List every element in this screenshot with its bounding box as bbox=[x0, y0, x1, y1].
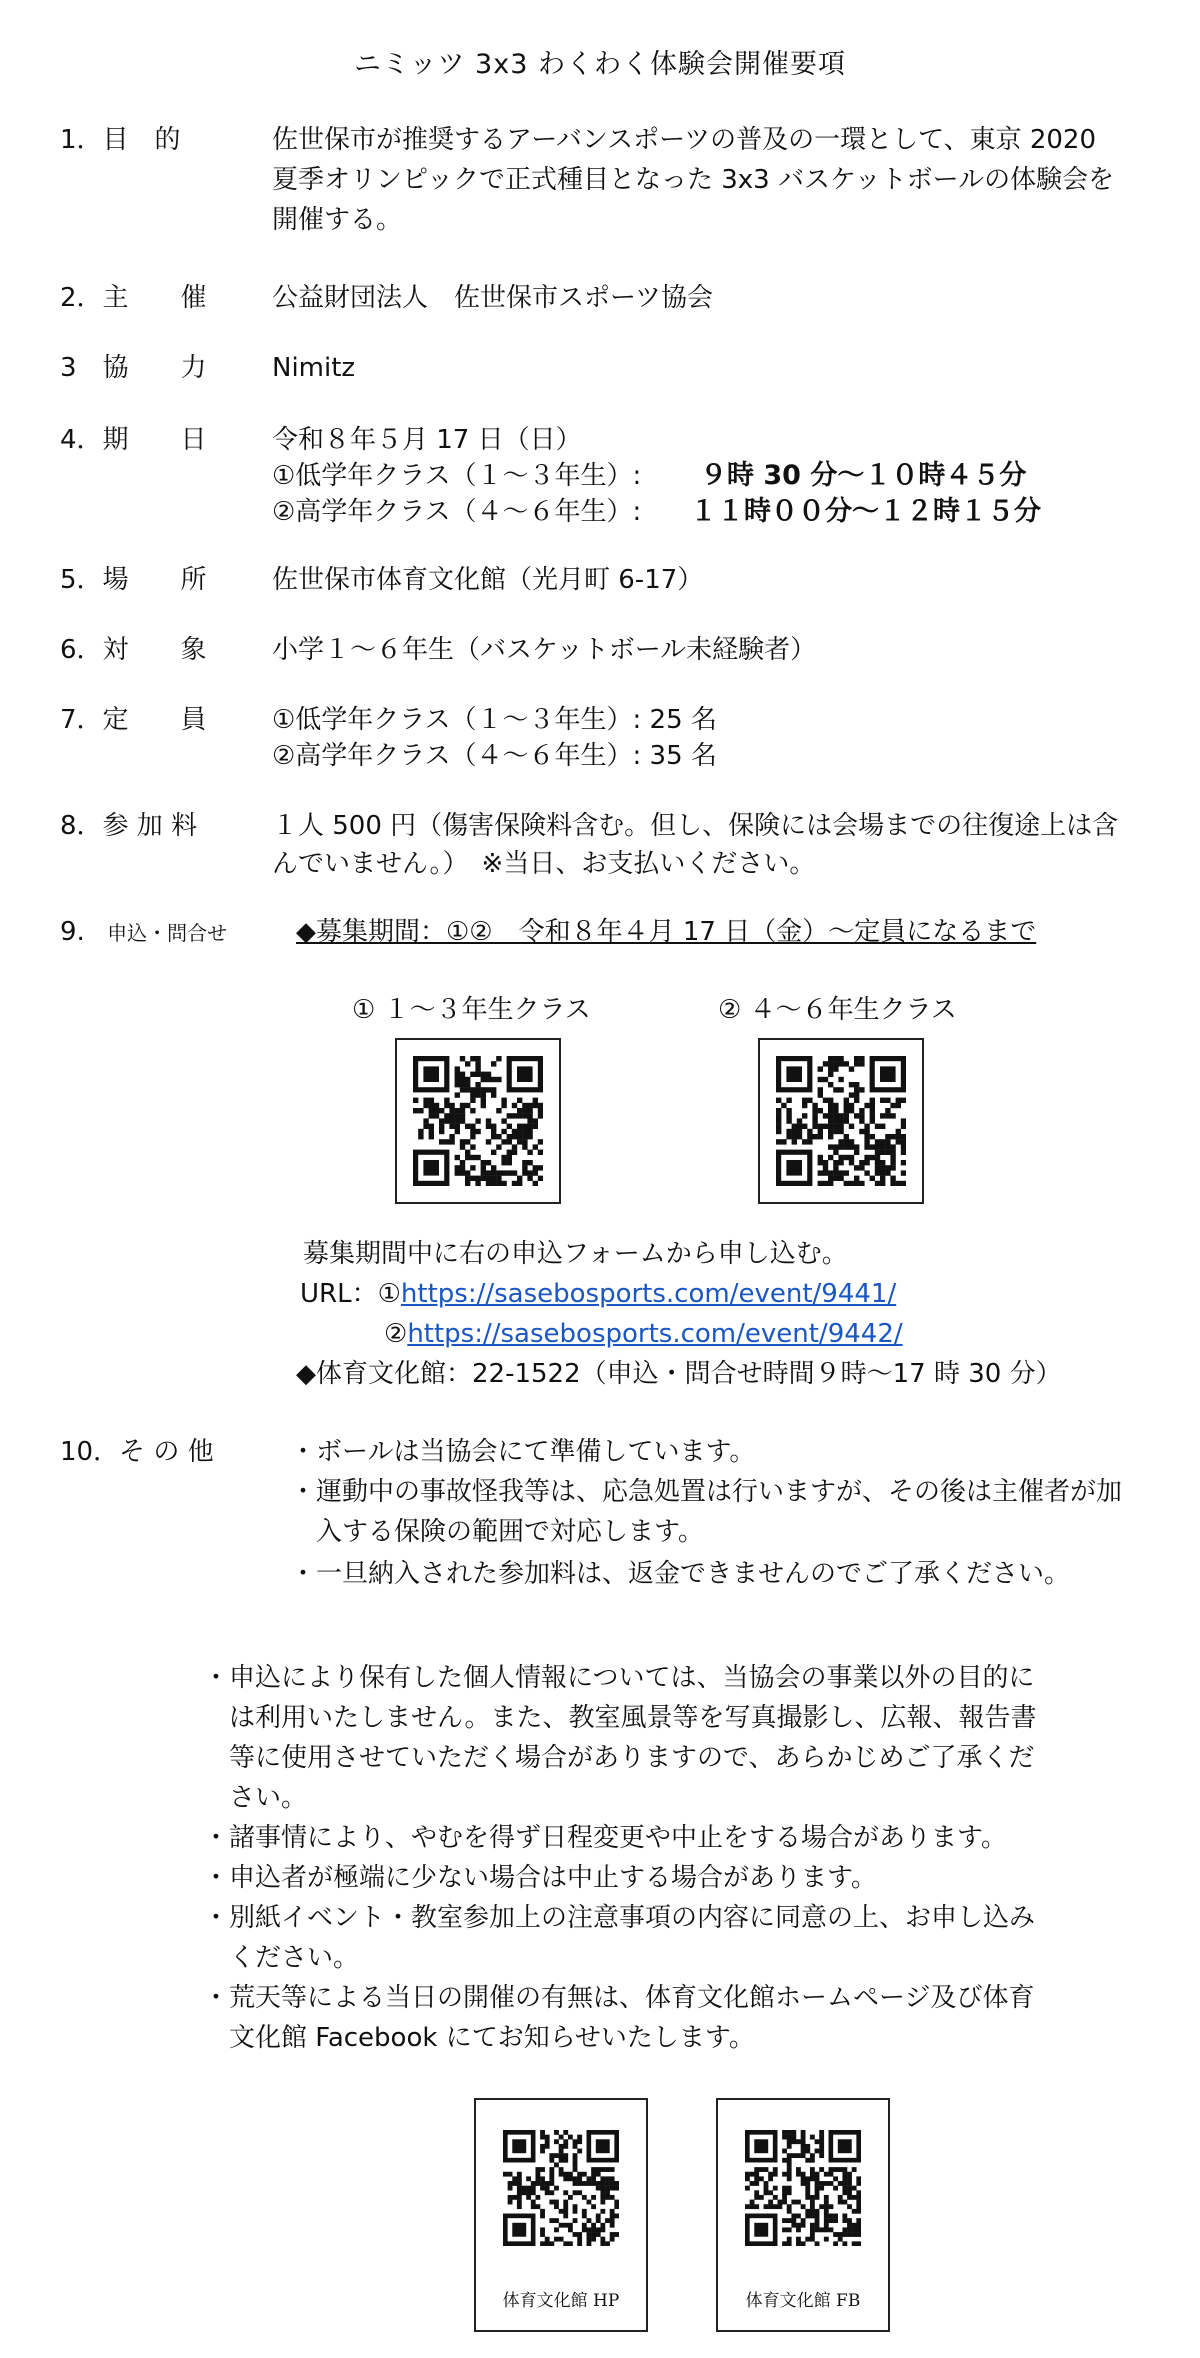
note-line-5: ・諸事情により、やむを得ず日程変更や中止をする場合があります。 bbox=[203, 1823, 1007, 1853]
apply-label bbox=[60, 912, 227, 953]
url-label: URL： bbox=[300, 1279, 378, 1309]
date-class1-label: ①低学年クラス（１～３年生）: bbox=[272, 461, 642, 491]
qr-code-class1[interactable] bbox=[395, 1038, 561, 1204]
qr-fb-caption: 体育文化館 FB bbox=[745, 2291, 861, 2311]
cooperation-label: 3 協 力 bbox=[60, 353, 207, 383]
url2-prefix: ② bbox=[384, 1319, 408, 1349]
note-line-10: 文化館 Facebook にてお知らせいたします。 bbox=[203, 2023, 755, 2053]
fee-line-1: １人 500 円（傷害保険料含む。但し、保険には会場までの往復途上は含 bbox=[272, 811, 1119, 841]
venue-label: 5．場 所 bbox=[60, 565, 207, 595]
note-line-8: ください。 bbox=[203, 1943, 360, 1973]
target-value: 小学１～６年生（バスケットボール未経験者） bbox=[272, 635, 817, 665]
url1-prefix: ① bbox=[377, 1279, 401, 1309]
note-line-2: は利用いたしません。また、教室風景等を写真撮影し、広報、報告書 bbox=[203, 1703, 1037, 1733]
qr1-caption: ① １～３年生クラス bbox=[352, 995, 591, 1025]
note-line-7: ・別紙イベント・教室参加上の注意事項の内容に同意の上、お申し込み bbox=[203, 1903, 1036, 1933]
note-line-1: ・申込により保有した個人情報については、当協会の事業以外の目的に bbox=[203, 1663, 1035, 1693]
organizer-value: 公益財団法人 佐世保市スポーツ協会 bbox=[272, 283, 713, 313]
date-value: 令和８年５月 17 日（日） bbox=[272, 425, 582, 455]
qr-code-fb-pattern bbox=[745, 2130, 861, 2246]
date-class2-time: １１時００分～１２時１５分 bbox=[690, 496, 1041, 527]
qr-code-hp-pattern bbox=[503, 2130, 619, 2246]
other-line-3: 入する保険の範囲で対応します。 bbox=[290, 1517, 704, 1547]
apply-period: ◆募集期間：①② 令和８年４月 17 日（金）～定員になるまで bbox=[296, 917, 1037, 947]
venue-value: 佐世保市体育文化館（光月町 6-17） bbox=[272, 565, 704, 595]
apply-contact: ◆体育文化館：22-1522（申込・問合せ時間９時～17 時 30 分） bbox=[296, 1359, 1062, 1389]
qr-code-fb[interactable] bbox=[716, 2098, 890, 2332]
cooperation-value: Nimitz bbox=[272, 353, 356, 383]
qr-code-hp[interactable] bbox=[474, 2098, 648, 2332]
fee-line-2: んでいません。） ※当日、お支払いください。 bbox=[272, 849, 816, 879]
other-label: 10．そ の 他 bbox=[60, 1437, 214, 1467]
date-class1-time: ９時 30 分～１０時４５分 bbox=[700, 460, 1027, 491]
apply-url-row-1 bbox=[300, 1274, 896, 1314]
other-line-1: ・ボールは当協会にて準備しています。 bbox=[290, 1437, 756, 1467]
date-label: 4．期 日 bbox=[60, 425, 207, 455]
purpose-line-3: 開催する。 bbox=[272, 205, 403, 235]
apply-instruction: 募集期間中に右の申込フォームから申し込む。 bbox=[303, 1239, 848, 1269]
organizer-label: 2．主 催 bbox=[60, 283, 207, 313]
note-line-3: 等に使用させていただく場合がありますので、あらかじめご了承くだ bbox=[203, 1743, 1035, 1773]
target-label: 6．対 象 bbox=[60, 635, 207, 665]
note-line-6: ・申込者が極端に少ない場合は中止する場合があります。 bbox=[203, 1863, 877, 1893]
capacity-label: 7．定 員 bbox=[60, 705, 207, 735]
purpose-line-2: 夏季オリンピックで正式種目となった 3x3 バスケットボールの体験会を bbox=[272, 165, 1115, 195]
url1-link[interactable]: https://sasebosports.com/event/9441/ bbox=[400, 1279, 897, 1309]
other-line-2: ・運動中の事故怪我等は、応急処置は行いますが、その後は主催者が加 bbox=[290, 1477, 1123, 1507]
apply-label-number: 9. bbox=[60, 917, 85, 947]
page-title: ニミッツ 3x3 わくわく体験会開催要項 bbox=[354, 49, 846, 80]
qr-code-class2[interactable] bbox=[758, 1038, 924, 1204]
qr-code-class1-pattern bbox=[413, 1056, 543, 1186]
qr-code-class2-pattern bbox=[776, 1056, 906, 1186]
date-class2-label: ②高学年クラス（４～６年生）: bbox=[272, 497, 642, 527]
capacity-line-1: ①低学年クラス（１～３年生）: 25 名 bbox=[272, 705, 717, 735]
capacity-line-2: ②高学年クラス（４～６年生）: 35 名 bbox=[272, 741, 717, 771]
note-line-9: ・荒天等による当日の開催の有無は、体育文化館ホームページ及び体育 bbox=[203, 1983, 1035, 2013]
qr2-caption: ② ４～６年生クラス bbox=[718, 995, 957, 1025]
qr-hp-caption: 体育文化館 HP bbox=[502, 2291, 620, 2311]
note-line-4: さい。 bbox=[203, 1783, 308, 1813]
apply-url-row-2 bbox=[384, 1314, 903, 1354]
purpose-line-1: 佐世保市が推奨するアーバンスポーツの普及の一環として、東京 2020 bbox=[272, 125, 1097, 155]
other-line-4: ・一旦納入された参加料は、返金できませんのでご了承ください。 bbox=[290, 1559, 1071, 1589]
purpose-label: 1．目 的 bbox=[60, 125, 181, 155]
fee-label: 8．参 加 料 bbox=[60, 811, 198, 841]
url2-link[interactable]: https://sasebosports.com/event/9442/ bbox=[407, 1319, 903, 1349]
apply-label-text: 申込・問合せ bbox=[107, 921, 228, 945]
